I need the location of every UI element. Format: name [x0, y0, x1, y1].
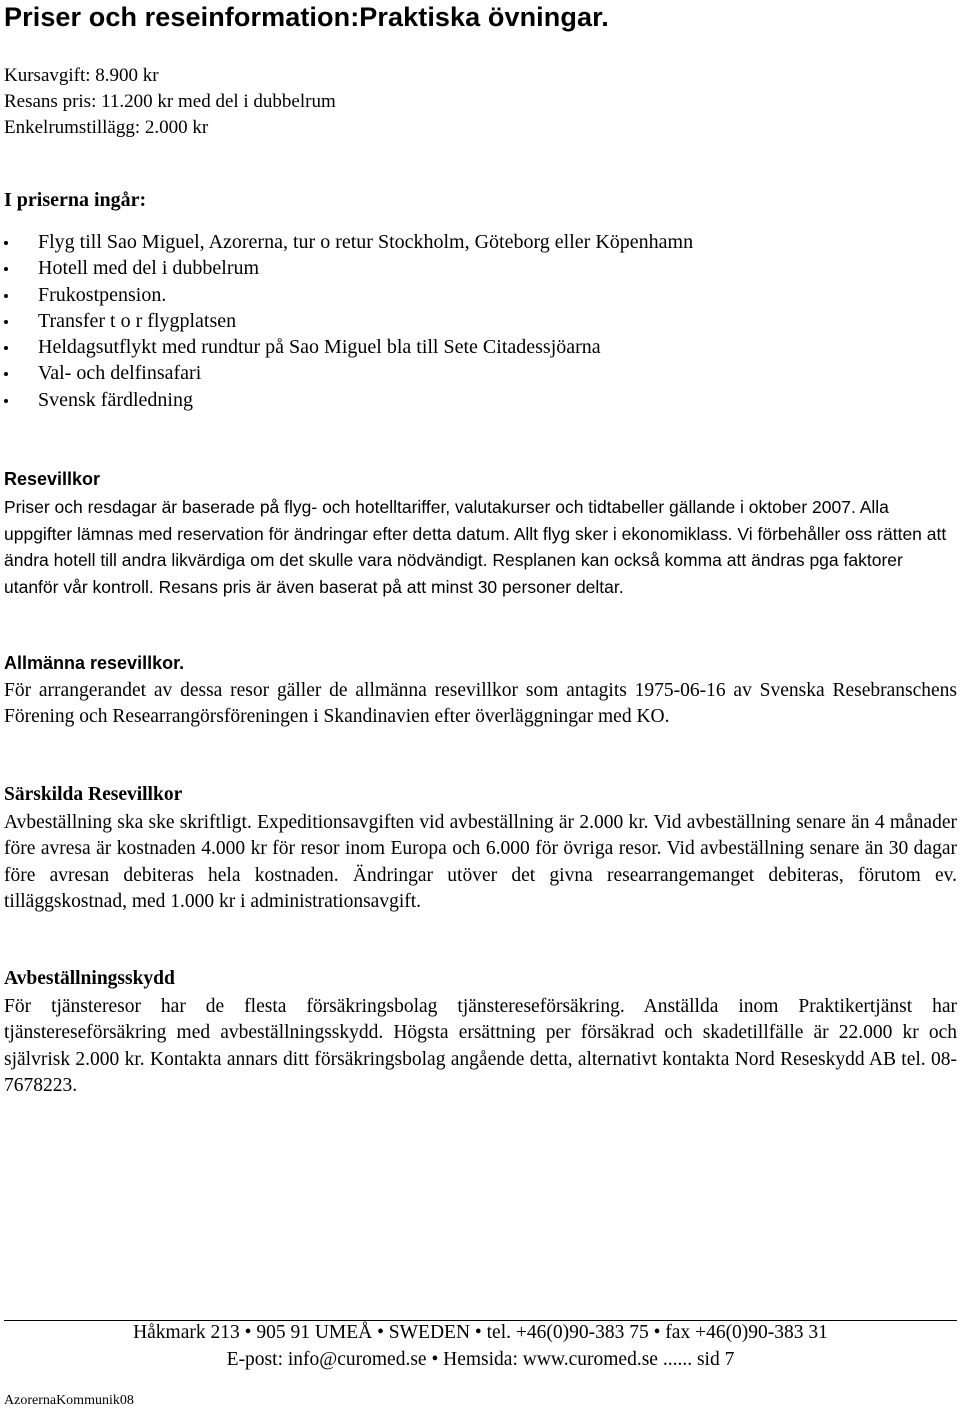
special-terms-heading: Särskilda Resevillkor	[4, 784, 183, 805]
document-id: AzorernaKommunik08	[4, 1393, 134, 1408]
list-item: Transfer t o r flygplatsen	[4, 308, 693, 334]
list-item: Heldagsutflykt med rundtur på Sao Miguel bla till Sete Citadessjöarna	[4, 334, 693, 360]
footer-address: Håkmark 213 • 905 91 UMEÅ • SWEDEN • tel. +46(0)90-383 75 • fax +46(0)90-383 31	[133, 1322, 828, 1343]
list-item: Val- och delfinsafari	[4, 360, 693, 386]
cancellation-insurance-heading: Avbeställningsskydd	[4, 968, 175, 989]
resevillkor-text: Priser och resdagar är baserade på flyg- och hotelltariffer, valutakurser och tidtabeller gällande i oktober 2007. Alla uppgifter lämnas med reservation för ändringar efter detta datum. Allt flyg sker i ekonomiklass. Vi förbehåller oss rätten att ändra hotell till andra likvärdiga om det skulle vara nödvändigt. Resplanen kan också komma att ändras pga faktorer utanför vår kontroll. Resans pris är även baserat på att minst 30 personer deltar.	[4, 497, 947, 597]
general-terms-heading: Allmänna resevillkor.	[4, 653, 185, 673]
footer-divider	[4, 1320, 957, 1321]
page-title: Priser och reseinformation:Praktiska övningar.	[4, 2, 609, 32]
included-heading: I priserna ingår:	[4, 189, 147, 211]
course-fee: Kursavgift: 8.900 kr	[4, 65, 159, 86]
resevillkor-heading: Resevillkor	[4, 469, 101, 489]
cancellation-insurance-text: För tjänsteresor har de flesta försäkringsbolag tjänstereseförsäkring. Anställda inom Praktikertjänst har tjänstereseförsäkring med avbeställningsskydd. Högsta ersättning per försäkrad och skadetillfälle är 22.000 kr och självrisk 2.000 kr. Kontakta annars ditt försäkringsbolag angående detta, alternativt kontakta Nord Reseskydd AB tel. 08-7678223.	[4, 996, 957, 1096]
included-list	[4, 229, 693, 413]
travel-price: Resans pris: 11.200 kr med del i dubbelrum	[4, 91, 336, 112]
list-item: Frukostpension.	[4, 282, 693, 308]
single-room-supplement: Enkelrumstillägg: 2.000 kr	[4, 117, 209, 138]
footer-contact: E-post: info@curomed.se • Hemsida: www.curomed.se ...... sid 7	[226, 1349, 735, 1370]
list-item: Hotell med del i dubbelrum	[4, 255, 693, 281]
list-item: Svensk färdledning	[4, 387, 693, 413]
general-terms-text: För arrangerandet av dessa resor gäller de allmänna resevillkor som antagits 1975-06-16 av Svenska Resebranschens Förening och Researrangörsföreningen i Skandinavien efter överläggningar med KO.	[4, 680, 957, 728]
list-item: Flyg till Sao Miguel, Azorerna, tur o retur Stockholm, Göteborg eller Köpenhamn	[4, 229, 693, 255]
special-terms-text: Avbeställning ska ske skriftligt. Expeditionsavgiften vid avbeställning är 2.000 kr. Vid avbeställning senare än 4 månader före avresa är kostnaden 4.000 kr för resor inom Europa och 6.000 för övriga resor. Vid avbeställning senare än 30 dagar före avresan debiteras hela kostnaden. Ändringar utöver det givna researrangemanget debiteras, förutom ev. tilläggskostnad, med 1.000 kr i administrationsavgift.	[4, 812, 957, 912]
price-summary	[4, 63, 336, 141]
